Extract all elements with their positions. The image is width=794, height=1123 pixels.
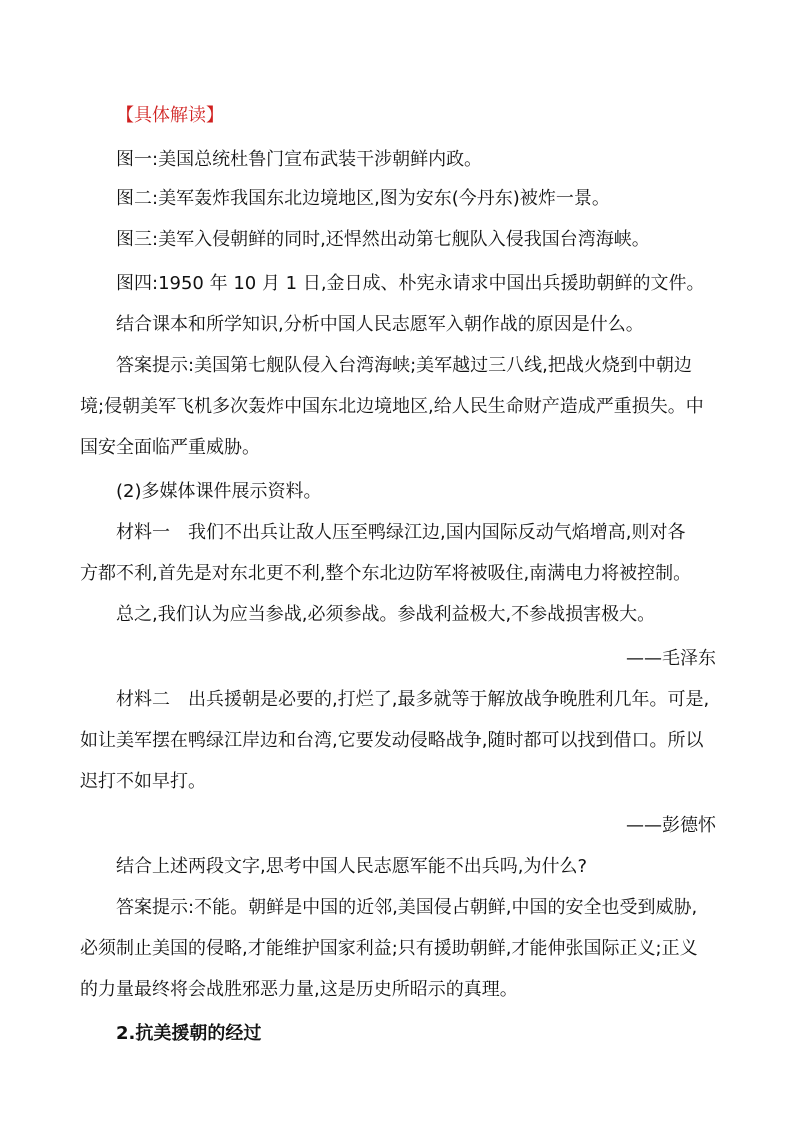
material-2-line-3: 迟打不如早打。 (80, 771, 206, 792)
item-2-heading: (2)多媒体课件展示资料。 (116, 481, 322, 502)
material-1-author: ——毛泽东 (626, 648, 716, 669)
material-1-line-2: 方都不利,首先是对东北更不利,整个东北边防军将被吸住,南满电力将被控制。 (80, 563, 692, 584)
material-2-line-1: 材料二 出兵援朝是必要的,打烂了,最多就等于解放战争晚胜利几年。可是, (116, 689, 710, 710)
answer-2-line-2: 必须制止美国的侵略,才能维护国家利益;只有援助朝鲜,才能伸张国际正义;正义 (80, 938, 698, 959)
answer-1-line-1: 答案提示:美国第七舰队侵入台湾海峡;美军越过三八线,把战火烧到中朝边 (116, 355, 692, 376)
figure-2-caption: 图二:美军轰炸我国东北边境地区,图为安东(今丹东)被炸一景。 (116, 188, 610, 209)
question-1: 结合课本和所学知识,分析中国人民志愿军入朝作战的原因是什么。 (116, 314, 644, 335)
answer-2-line-3: 的力量最终将会战胜邪恶力量,这是历史所昭示的真理。 (80, 979, 518, 1000)
material-2-author: ——彭德怀 (626, 815, 716, 836)
section-2-heading: 2.抗美援朝的经过 (116, 1023, 262, 1044)
material-1-line-3: 总之,我们认为应当参战,必须参战。参战利益极大,不参战损害极大。 (116, 604, 656, 625)
answer-1-line-3: 国安全面临严重威胁。 (80, 437, 260, 458)
section-title: 【具体解读】 (116, 105, 224, 126)
figure-4-caption: 图四:1950 年 10 月 1 日,金日成、朴宪永请求中国出兵援助朝鲜的文件。 (116, 273, 705, 294)
question-2: 结合上述两段文字,思考中国人民志愿军能不出兵吗,为什么? (116, 856, 587, 877)
material-1-line-1: 材料一 我们不出兵让敌人压至鸭绿江边,国内国际反动气焰增高,则对各 (116, 522, 686, 543)
answer-1-line-2: 境;侵朝美军飞机多次轰炸中国东北边境地区,给人民生命财产造成严重损失。中 (80, 396, 704, 417)
answer-2-line-1: 答案提示:不能。朝鲜是中国的近邻,美国侵占朝鲜,中国的安全也受到威胁, (116, 897, 698, 918)
material-2-line-2: 如让美军摆在鸭绿江岸边和台湾,它要发动侵略战争,随时都可以找到借口。所以 (80, 730, 704, 751)
figure-1-caption: 图一:美国总统杜鲁门宣布武装干涉朝鲜内政。 (116, 149, 483, 170)
figure-3-caption: 图三:美军入侵朝鲜的同时,还悍然出动第七舰队入侵我国台湾海峡。 (116, 229, 650, 250)
